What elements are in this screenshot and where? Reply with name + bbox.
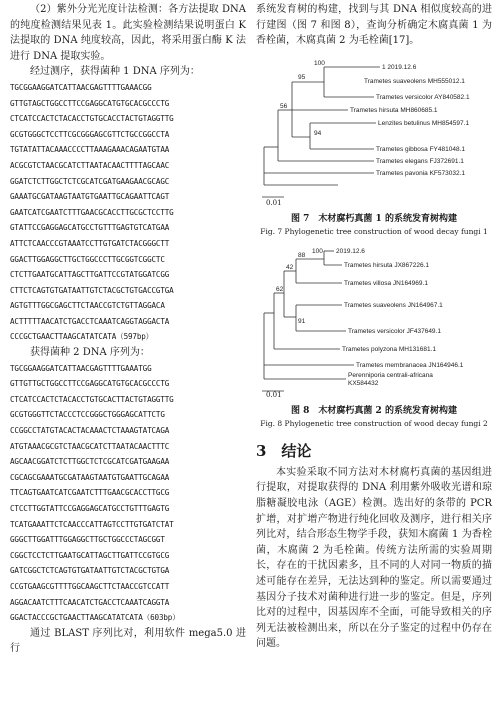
phylogenetic-tree-fig8 (256, 245, 492, 393)
bootstrap-value: 42 (286, 263, 294, 271)
bootstrap-value: 94 (314, 129, 322, 137)
sequence-line: GAAATGCGATAAGTAATGTGAATTGCAGAATTCAGT (10, 192, 170, 202)
bootstrap-value: 88 (298, 251, 306, 259)
seq1-intro: 经过测序，获得菌种 1 DNA 序列为： (30, 66, 200, 78)
taxon-label: Trametes polyzona MH131681.1 (342, 345, 437, 353)
left-column (10, 0, 246, 657)
taxon-label: Trametes suaveolens MH555012.1 (364, 77, 465, 85)
sequence-line: TTCAGTGAATCATCGAATCTTTGAACGCACCTTGCG (10, 488, 170, 498)
dna-sequence-1 (10, 80, 246, 345)
sequence-line: CTCATCCACTCTACACCTGTGCACCTACTGTAGGTTG (10, 114, 174, 124)
taxon-label: Trametes gibbosa FY481048.1 (376, 145, 466, 153)
figure-7-caption-en: Fig. 7 Phylogenetic tree construction of wood decay fungi 1 (260, 226, 488, 236)
taxon-label: Trametes villosa JN164969.1 (344, 279, 428, 287)
taxon-label: 1 2019.12.6 (382, 63, 417, 71)
tree-paragraph: 系统发育树的构建，找到与其 DNA 相似度较高的进行建图（图 7 和图 8），查询分析确定木腐真菌 1 为香栓菌，木腐真菌 2 为毛栓菌[17]。 (256, 4, 492, 47)
sequence-line: CTCCTTGGTATTCCGAGGAGCATGCCTGTTTGAGTG (10, 504, 170, 513)
taxon-label: Perenniporia centrali-africana (348, 371, 433, 379)
blast-paragraph: 通过 BLAST 序列比对，利用软件 mega5.0 进行 (10, 627, 246, 655)
sequence-line: AGTGTTTGGCGAGCTTCTAACCGTCTGTTAGGACA (10, 301, 165, 311)
taxon-label: Trametes pavonia KF573032.1 (376, 169, 466, 177)
sequence-line: CTTCTCAGTGTGATAATTGTCTACGCTGTGACCGTGA (10, 285, 174, 295)
sequence-line: CGCAGCGAAATGCGATAAGTAATGTGAATTGCAGAA (10, 472, 170, 482)
figure-8-caption: 图 8 木材腐朽真菌 2 的系统发育树构建 (291, 405, 457, 416)
sequence-line: GTTGTAGCTGGCCTTCCGAGGCATGTGCACGCCCTG (10, 98, 170, 108)
sequence-line: CGGCTCCTCTTGAATGCATTAGCTTGATTCCGTGCG (10, 550, 170, 560)
taxon-label: Trametes versicolor AY840582.1 (376, 93, 470, 101)
sequence-line: GCGTGGGCTCCTTCGCGGGAGCGTTCTGCCGGCCTA (10, 129, 170, 139)
bootstrap-value: 100 (314, 59, 325, 67)
sequence-line: AGGACAATCTTTCAACATCTGACCTCAAATCAGGTA (10, 597, 170, 607)
conclusion-paragraph: 本实验采取不同方法对木材腐朽真菌的基因组进行提取，对提取获得的 DNA 利用紫外吸收光谱和琼脂糖凝胶电泳（AGE）检测。选出好的条带的 PCR 扩增，对扩增产物进行纯化回收及测序，进行相关序列比对，结合形态生物学手段，获知木腐菌 1 为香栓菌，木腐菌 2 为毛栓菌。传统方法所需的实验周期长，存在的干扰因素多，且不同的人对同一物质的描述可能存在差异，无法达到种的鉴定。所以需要通过基因分子技术对菌种进行进一步的鉴定。但是，序列比对的过程中，因基因库不全面，可能导致相关的序列无法被检测出来，所以在分子鉴定的过程中仍存在问题。 (256, 466, 492, 650)
sequence-line: GCGTGGGTTCTACCCTCCGGGCTGGGAGCATTCTG (10, 410, 165, 420)
taxon-label: KX584432 (348, 379, 379, 387)
bootstrap-value: 62 (276, 285, 284, 293)
sequence-line: ACGCGTCTAACGCATCTTAATACAACTTTTAGCAAC (10, 160, 170, 170)
bootstrap-value: 100 (312, 247, 323, 255)
sequence-line: GGACTTGGAGGCTTGCTGGCCCTTGCGGTCGGCTC (10, 254, 165, 264)
sequence-line: AGCAACGGATCTCTTGGCTCTCGCATCGATGAAGAA (10, 457, 170, 467)
sequence-line: CTCTTGAATGCATTAGCTTGATTCCGTATGGATCGG (10, 270, 170, 280)
figure-7-caption: 图 7 木材腐朽真菌 1 的系统发育树构建 (291, 213, 457, 224)
sequence-line: ACTTTTTAACATCTGACCTCAAATCAGGTAGGACTA (10, 316, 170, 326)
scale-bar-label: 0.01 (266, 198, 282, 207)
sequence-line: GGGCTTGGATTTGGAGGCTTGCTGGCCCTAGCGGT (10, 535, 165, 545)
taxon-label: Trametes hirsuta MH860685.1 (350, 106, 438, 114)
bootstrap-value: 56 (280, 102, 288, 110)
taxon-label: Lenzites betulinus MH854597.1 (378, 119, 470, 127)
sequence-line: CCGGCCTATGTACACTACAAACTCTAAAGTATCAGA (10, 426, 170, 436)
figure-8-caption-en: Fig. 8 Phylogenetic tree construction of wood decay fungi 2 (260, 418, 488, 428)
sequence-line: TGTATATTACAAACCCCTTAAAGAAACAGAATGTAA (10, 145, 170, 155)
taxon-label: Trametes elegans FJ372691.1 (376, 157, 464, 165)
sequence-line: ATGTAAACGCGTCTAACGCATCTTAATACAACTTTC (10, 441, 170, 451)
sequence-line: GGACTACCCGCTGAACTTAAGCATATCATA（603bp） (10, 613, 180, 623)
section-heading: 3 结论 (256, 441, 312, 460)
phylogenetic-tree-fig7 (256, 53, 492, 201)
sequence-line: GTTGTTGCTGGCCTTCCGAGGCATGTGCACGCCCTG (10, 379, 170, 389)
sequence-line: GAATCATCGAATCTTTGAACGCACCTTGCGCTCCTTG (10, 207, 174, 217)
taxon-label: Trametes versicolor JF437649.1 (348, 327, 441, 335)
right-column (256, 0, 492, 652)
taxon-label: Trametes suaveolens JN164967.1 (344, 301, 443, 309)
bootstrap-value: 95 (298, 73, 306, 81)
bootstrap-value: 91 (298, 317, 306, 325)
sequence-line: CTCATCCACTCTACACCTGTGCACTTACTGTAGGTTG (10, 394, 174, 404)
taxon-label: 2019.12.6 (336, 247, 365, 255)
scale-bar-label: 0.01 (266, 390, 282, 399)
sequence-line: ATTCTCAACCCGTAAATCCTTGTGATCTACGGGCTT (10, 238, 170, 248)
sequence-line: TGCGGAAGGATCATTAACGAGTTTTGAAATGG (10, 363, 152, 373)
taxon-label: Trametes hirsuta JX867226.1 (344, 261, 430, 269)
seq2-intro: 获得菌种 2 DNA 序列为： (30, 347, 150, 359)
intro-paragraph: （2）紫外分光光度计法检测：各方法提取 DNA 的纯度检测结果见表 1。此实验检测结果说明蛋白 K 法提取的 DNA 纯度较高，因此，将采用蛋白酶 K 法进行 DNA 提取实验。 (10, 4, 246, 62)
sequence-line: GGATCTCTTGGCTCTCGCATCGATGAAGAACGCAGC (10, 176, 170, 186)
sequence-line: GTATTCCGAGGAGCATGCCTGTTTGAGTGTCATGAA (10, 223, 170, 233)
sequence-line: GATCGGCTCTCAGTGTGATAATTGTCTACGCTGTGA (10, 566, 170, 576)
sequence-line: TCATGAAATTCTCAACCCATTAGTCCTTGTGATCTAT (10, 519, 174, 529)
sequence-line: CCGTGAAGCGTTTTGGCAAGCTTCTAACCGTCCATT (10, 581, 170, 591)
taxon-label: Trametes membranacea JN164946.1 (356, 361, 464, 369)
sequence-line: CCCGCTGAACTTAAGCATATCATA（597bp） (10, 332, 154, 342)
sequence-line: TGCGGAAGGATCATTAACGAGTTTTGAAACGG (10, 82, 152, 92)
dna-sequence-2 (10, 361, 246, 626)
